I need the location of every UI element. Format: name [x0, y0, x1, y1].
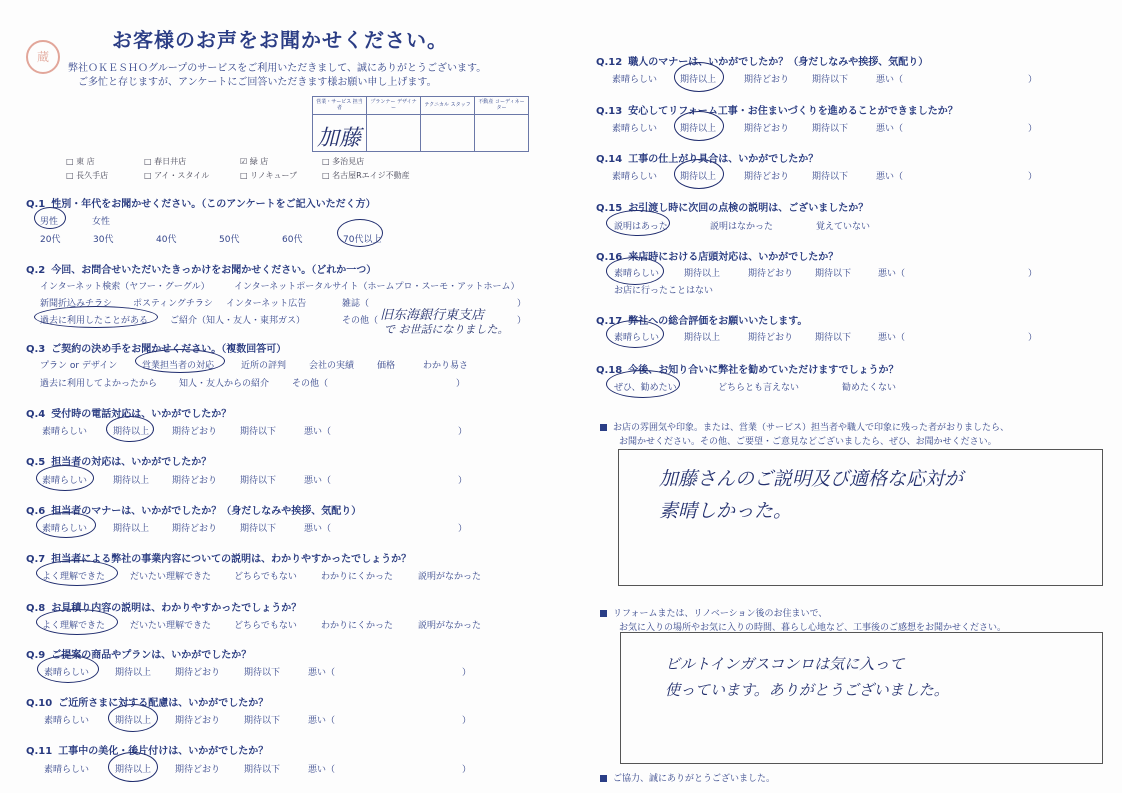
q11-option-expected[interactable]: 期待どおり — [175, 765, 221, 775]
option-age-20[interactable]: 20代 — [40, 235, 61, 245]
option-good-past[interactable]: 過去に利用してよかったから — [40, 379, 158, 389]
q14-option-below[interactable]: 期待以下 — [812, 172, 849, 182]
q9-option-below[interactable]: 期待以下 — [244, 668, 281, 678]
q13-option-excellent[interactable]: 素晴らしい — [612, 124, 658, 134]
question-q16: Q.16 来店時における店頭対応は、いかがでしたか？ — [596, 252, 839, 263]
store-checklist — [66, 156, 486, 181]
q16-option-expected[interactable]: 期待どおり — [748, 269, 794, 279]
q4-option-excellent[interactable]: 素晴らしい — [42, 427, 88, 437]
q18-option-neutral[interactable]: どちらとも言えない — [718, 383, 800, 393]
q10-bad-close: ） — [462, 716, 472, 726]
store-istyle[interactable]: □ アイ・スタイル — [144, 171, 210, 180]
sales-staff-name[interactable]: 加藤 — [317, 126, 362, 151]
q5-option-expected[interactable]: 期待どおり — [172, 476, 218, 486]
q13-option-below[interactable]: 期待以下 — [812, 124, 849, 134]
question-q15: Q.15 お引渡し時に次回の点検の説明は、ございましたか？ — [596, 203, 869, 214]
q8-option-unclear[interactable]: わかりにくかった — [321, 621, 394, 631]
intro-line-2: ご多忙と存じますが、アンケートにご回答いただきます様お願い申し上げます。 — [78, 77, 437, 88]
q16-option-excellent[interactable]: 素晴らしい — [614, 269, 660, 279]
technical-field[interactable] — [421, 115, 474, 151]
option-age-70plus[interactable]: 70代以上 — [343, 235, 382, 245]
q9-option-expected[interactable]: 期待どおり — [175, 668, 221, 678]
q10-option-below[interactable]: 期待以下 — [244, 716, 281, 726]
q10-option-bad[interactable]: 悪い（ — [308, 716, 336, 726]
q8-option-understood[interactable]: よく理解できた — [42, 621, 106, 631]
q8-option-neutral[interactable]: どちらでもない — [234, 621, 297, 631]
intro-line-1: 弊社ＯＫＥＳＨＯグループのサービスをご利用いただきまして、誠にありがとうございます。 — [68, 63, 487, 74]
question-q17: Q.17 弊社への総合評価をお願いいたします。 — [596, 316, 808, 327]
option-sales-response[interactable]: 営業担当者の対応 — [142, 361, 215, 371]
option-magazine[interactable]: 雑誌（ — [342, 299, 370, 309]
option-plan-design[interactable]: プラン or デザイン — [40, 361, 118, 371]
question-q1: Q.1 性別・年代をお聞かせください。（このアンケートをご記入いただく方） — [26, 199, 376, 210]
q14-option-bad[interactable]: 悪い（ — [876, 172, 904, 182]
q13-bad-close: ） — [1028, 124, 1038, 134]
q13-option-bad[interactable]: 悪い（ — [876, 124, 904, 134]
option-referral[interactable]: ご紹介（知人・友人・東邦ガス） — [170, 316, 306, 326]
comment2-answer-line-1: ビルトインガスコンロは気に入って — [665, 655, 905, 673]
option-friend-referral[interactable]: 知人・友人からの紹介 — [179, 379, 270, 389]
q14-bad-close: ） — [1028, 172, 1038, 182]
store-nagakute[interactable]: □ 長久手店 — [66, 171, 109, 180]
q16-option-above[interactable]: 期待以上 — [684, 269, 721, 279]
q5-bad-close: ） — [458, 476, 468, 486]
q13-option-above[interactable]: 期待以上 — [680, 124, 717, 134]
question-q7: Q.7 担当者による弊社の事業内容についての説明は、わかりやすかったでしょうか？ — [26, 554, 412, 565]
option-track-record[interactable]: 会社の実績 — [309, 361, 355, 371]
option-age-50[interactable]: 50代 — [219, 235, 240, 245]
q5-option-bad[interactable]: 悪い（ — [304, 476, 332, 486]
q15-option-unknown[interactable]: 覚えていない — [816, 222, 871, 232]
comment2-prompt-2: お気に入りの場所やお気に入りの時間、暮らし心地など、工事後のご感想をお聞かせください。 — [619, 623, 1007, 633]
q17-option-excellent[interactable]: 素晴らしい — [614, 333, 660, 343]
store-kasugai[interactable]: □ 春日井店 — [144, 157, 187, 166]
other-close-q3: ） — [456, 379, 466, 389]
option-clarity[interactable]: わかり易さ — [423, 361, 469, 371]
store-renocube[interactable]: □ リノキューブ — [240, 171, 298, 180]
q6-option-expected[interactable]: 期待どおり — [172, 524, 218, 534]
q7-option-neutral[interactable]: どちらでもない — [234, 572, 297, 582]
q12-bad-close: ） — [1028, 75, 1038, 85]
staff-header-sales: 営業・サービス 担当者 — [313, 97, 366, 115]
q16-option-never-visited[interactable]: お店に行ったことはない — [614, 286, 714, 296]
option-female[interactable]: 女性 — [92, 217, 111, 227]
question-q2: Q.2 今回、お問合せいただいたきっかけをお聞かせください。（どれか一つ） — [26, 265, 377, 276]
q4-option-bad[interactable]: 悪い（ — [304, 427, 332, 437]
question-q14: Q.14 工事の仕上がり具合は、いかがでしたか？ — [596, 154, 819, 165]
staff-header-planner: プランナー デザイナー — [367, 97, 420, 115]
q12-option-expected[interactable]: 期待どおり — [744, 75, 790, 85]
question-q5: Q.5 担当者の対応は、いかがでしたか？ — [26, 457, 212, 468]
q5-option-excellent[interactable]: 素晴らしい — [42, 476, 88, 486]
planner-field[interactable] — [367, 115, 420, 151]
seal-stamp: 蔵 — [26, 40, 60, 74]
comment2-prompt-1: リフォームまたは、リノベーション後のお住まいで、 — [600, 606, 827, 619]
option-age-60[interactable]: 60代 — [282, 235, 303, 245]
question-q4: Q.4 受付時の電話対応は、いかがでしたか？ — [26, 409, 232, 420]
comment2-answer-line-2: 使っています。ありがとうございました。 — [665, 681, 949, 699]
option-age-30[interactable]: 30代 — [93, 235, 114, 245]
comment1-answer-line-2: 素晴しかった。 — [659, 500, 793, 522]
option-other-q3[interactable]: その他（ — [292, 379, 329, 389]
option-internet-ad[interactable]: インターネット広告 — [226, 299, 307, 309]
question-q3: Q.3 ご契約の決め手をお聞かせください。（複数回答可） — [26, 344, 287, 355]
q7-option-understood[interactable]: よく理解できた — [42, 572, 106, 582]
q8-option-none[interactable]: 説明がなかった — [418, 621, 482, 631]
option-posting-flyer[interactable]: ポスティングチラシ — [133, 299, 213, 309]
store-higashi[interactable]: □ 東 店 — [66, 157, 95, 166]
question-q6: Q.6 担当者のマナーは、いかがでしたか？（身だしなみや挨拶、気配り） — [26, 506, 362, 517]
q14-option-above[interactable]: 期待以上 — [680, 172, 717, 182]
store-midori[interactable]: ☑ 緑 店 — [240, 157, 269, 166]
q5-option-above[interactable]: 期待以上 — [113, 476, 150, 486]
option-internet-search[interactable]: インターネット検索（ヤフー・グーグル） — [40, 282, 210, 292]
realestate-field[interactable] — [475, 115, 528, 151]
q4-bad-close: ） — [458, 427, 468, 437]
footer-thanks: ご協力、誠にありがとうございました。 — [600, 771, 775, 784]
q16-option-below[interactable]: 期待以下 — [815, 269, 852, 279]
q6-option-above[interactable]: 期待以上 — [113, 524, 150, 534]
q4-option-expected[interactable]: 期待どおり — [172, 427, 218, 437]
q14-option-expected[interactable]: 期待どおり — [744, 172, 790, 182]
q5-option-below[interactable]: 期待以下 — [240, 476, 277, 486]
magazine-close: ） — [517, 299, 527, 309]
staff-table — [312, 96, 529, 152]
question-q8: Q.8 お見積り内容の説明は、わかりやすかったでしょうか？ — [26, 603, 302, 614]
comment1-answer-box[interactable] — [618, 449, 1103, 586]
option-reputation[interactable]: 近所の評判 — [241, 361, 287, 371]
comment1-answer-line-1: 加藤さんのご説明及び適格な応対が — [659, 468, 964, 490]
option-newspaper-flyer[interactable]: 新聞折込みチラシ — [40, 299, 113, 309]
store-tajimi[interactable]: □ 多治見店 — [322, 157, 365, 166]
q7-option-mostly[interactable]: だいたい理解できた — [130, 572, 212, 582]
option-price[interactable]: 価格 — [377, 361, 396, 371]
q15-option-no[interactable]: 説明はなかった — [710, 222, 774, 232]
q16-option-bad[interactable]: 悪い（ — [878, 269, 906, 279]
question-q10: Q.10 ご近所さまに対する配慮は、いかがでしたか？ — [26, 698, 269, 709]
comment2-answer-box[interactable] — [620, 632, 1103, 764]
q17-option-above[interactable]: 期待以上 — [684, 333, 721, 343]
staff-header-realestate: 不動産 コーディネーター — [475, 97, 528, 115]
square-bullet-icon — [600, 610, 607, 617]
q16-bad-close: ） — [1028, 269, 1038, 279]
q12-option-above[interactable]: 期待以上 — [680, 75, 717, 85]
q4-option-below[interactable]: 期待以下 — [240, 427, 277, 437]
q6-bad-close: ） — [458, 524, 468, 534]
other-close: ） — [517, 316, 527, 326]
q10-option-expected[interactable]: 期待どおり — [175, 716, 221, 726]
q6-option-excellent[interactable]: 素晴らしい — [42, 524, 88, 534]
option-portal-site[interactable]: インターネットポータルサイト（ホームプロ・スーモ・アットホーム） — [234, 282, 520, 292]
store-nagoya-r[interactable]: □ 名古屋Rエイジ不動産 — [322, 171, 410, 180]
question-q9: Q.9 ご提案の商品やプランは、いかがでしたか？ — [26, 650, 252, 661]
q9-option-above[interactable]: 期待以上 — [115, 668, 152, 678]
q18-option-recommend[interactable]: ぜひ、勧めたい — [614, 383, 677, 393]
option-used-before[interactable]: 過去に利用したことがある — [40, 316, 149, 326]
q17-bad-close: ） — [1028, 333, 1038, 343]
q11-bad-close: ） — [462, 765, 472, 775]
option-age-40[interactable]: 40代 — [156, 235, 177, 245]
option-other[interactable]: その他（ — [342, 316, 379, 326]
q11-option-excellent[interactable]: 素晴らしい — [44, 765, 90, 775]
handwritten-note-q2-1: 旧东海銀行東支店 — [380, 308, 485, 323]
page-title: お客様のお声をお聞かせください。 — [112, 28, 448, 52]
comment1-prompt-1: お店の雰囲気や印象。または、営業（サービス）担当者や職人で印象に残った者がおりましたら、 — [600, 420, 1009, 433]
square-bullet-icon — [600, 775, 607, 782]
q17-option-below[interactable]: 期待以下 — [815, 333, 852, 343]
q12-option-below[interactable]: 期待以下 — [812, 75, 849, 85]
q10-option-excellent[interactable]: 素晴らしい — [44, 716, 90, 726]
q18-option-not-recommend[interactable]: 勧めたくない — [842, 383, 897, 393]
comment1-prompt-2: お聞かせください。その他、ご要望・ご意見などございましたら、ぜひ、お聞かせください。 — [619, 437, 997, 447]
q8-option-mostly[interactable]: だいたい理解できた — [130, 621, 212, 631]
question-q11: Q.11 工事中の美化・後片付けは、いかがでしたか？ — [26, 746, 269, 757]
question-q18: Q.18 今後、お知り合いに弊社を勧めていただけますでしょうか？ — [596, 365, 899, 376]
staff-header-technical: テクニカル スタッフ — [421, 97, 474, 115]
q4-option-above[interactable]: 期待以上 — [113, 427, 150, 437]
q9-option-excellent[interactable]: 素晴らしい — [44, 668, 90, 678]
q9-bad-close: ） — [462, 668, 472, 678]
q17-option-bad[interactable]: 悪い（ — [878, 333, 906, 343]
square-bullet-icon — [600, 424, 607, 431]
handwritten-note-q2-2: で お世話になりました。 — [384, 323, 509, 336]
q13-option-expected[interactable]: 期待どおり — [744, 124, 790, 134]
q14-option-excellent[interactable]: 素晴らしい — [612, 172, 658, 182]
q11-option-bad[interactable]: 悪い（ — [308, 765, 336, 775]
q9-option-bad[interactable]: 悪い（ — [308, 668, 336, 678]
q7-option-unclear[interactable]: わかりにくかった — [321, 572, 394, 582]
q12-option-bad[interactable]: 悪い（ — [876, 75, 904, 85]
option-male[interactable]: 男性 — [40, 217, 59, 227]
question-q13: Q.13 安心してリフォーム工事・お住まいづくりを進めることができましたか？ — [596, 106, 958, 117]
q11-option-above[interactable]: 期待以上 — [115, 765, 152, 775]
question-q12: Q.12 職人のマナーは、いかがでしたか？（身だしなみや挨拶、気配り） — [596, 57, 929, 68]
q17-option-expected[interactable]: 期待どおり — [748, 333, 794, 343]
q12-option-excellent[interactable]: 素晴らしい — [612, 75, 658, 85]
q10-option-above[interactable]: 期待以上 — [115, 716, 152, 726]
q7-option-none[interactable]: 説明がなかった — [418, 572, 482, 582]
q6-option-below[interactable]: 期待以下 — [240, 524, 277, 534]
q6-option-bad[interactable]: 悪い（ — [304, 524, 332, 534]
q11-option-below[interactable]: 期待以下 — [244, 765, 281, 775]
q15-option-yes[interactable]: 説明はあった — [614, 222, 668, 232]
